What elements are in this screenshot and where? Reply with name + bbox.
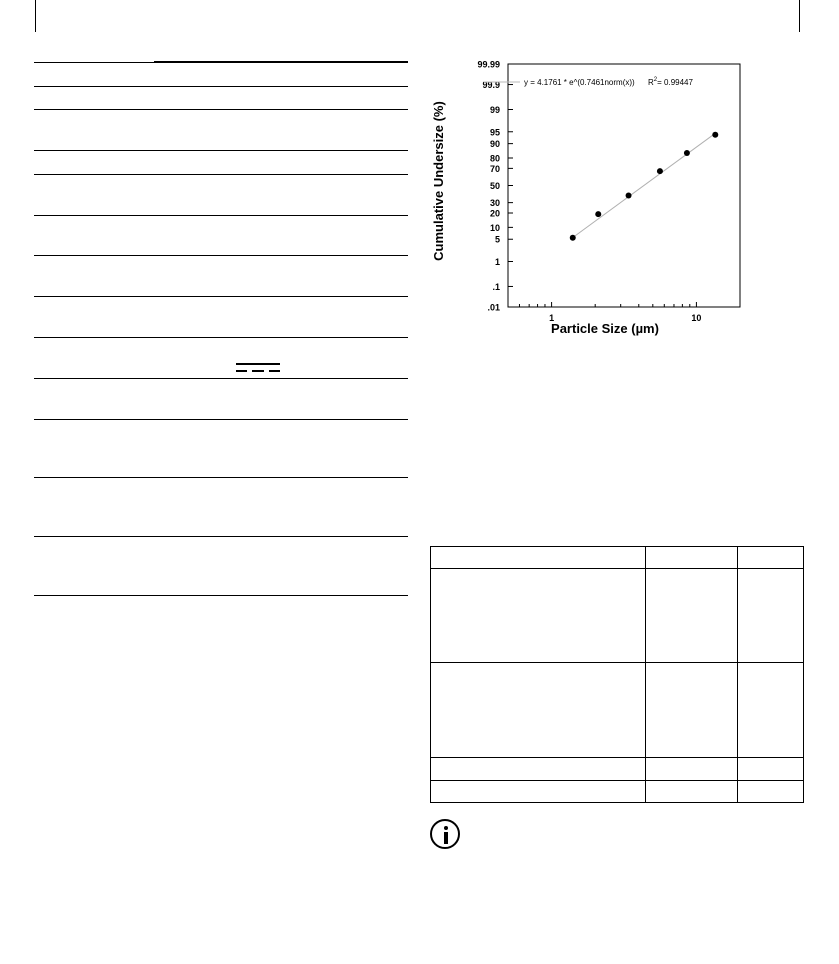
table-rule [34, 595, 408, 596]
fit-line [570, 133, 715, 239]
y-tick-label: .1 [492, 281, 500, 292]
particle-size-chart [426, 52, 756, 342]
legend-r2-label: R [648, 78, 654, 87]
y-tick-label: 30 [489, 198, 500, 209]
y-tick-label: 10 [489, 222, 500, 233]
legend [484, 77, 693, 87]
legend-equation: y = 4.1761 * e^(0.7461norm(x)) [524, 78, 635, 87]
y-tick-label: 70 [489, 163, 500, 174]
data-point [595, 211, 601, 217]
table-rule [34, 174, 408, 175]
data-point [626, 192, 632, 198]
info-icon [430, 819, 460, 849]
info-icon-stem [444, 832, 448, 844]
crop-mark-left [35, 0, 36, 32]
table-border-right [803, 546, 804, 803]
table-rule [34, 378, 408, 379]
data-point [657, 168, 663, 174]
y-tick-label: 5 [494, 234, 500, 245]
info-icon-dot [444, 826, 448, 830]
table-border-bottom [430, 802, 804, 803]
y-axis-label: Cumulative Undersize (%) [431, 101, 446, 261]
table-row-rule [430, 757, 804, 758]
table-border-left [430, 546, 431, 803]
table-rule [34, 86, 408, 87]
table-rule [34, 150, 408, 151]
data-table [430, 546, 804, 803]
table-rule [34, 215, 408, 216]
y-tick-label: 80 [489, 153, 500, 164]
data-point [712, 132, 718, 138]
crop-mark-right [799, 0, 800, 32]
y-tick-label: 99.99 [477, 59, 500, 70]
plot-frame [508, 64, 740, 307]
data-point [684, 150, 690, 156]
table-rule [34, 255, 408, 256]
table-col-rule [737, 546, 738, 803]
x-axis-label: Particle Size (µm) [551, 321, 659, 336]
y-tick-label: 90 [489, 139, 500, 150]
table-row-rule [430, 662, 804, 663]
table-rule [34, 536, 408, 537]
x-tick-label: 10 [691, 313, 702, 323]
table-rule [34, 109, 408, 110]
y-tick-label: 20 [489, 208, 500, 219]
table-rule [34, 419, 408, 420]
y-tick-label: 99 [489, 104, 500, 115]
chart-svg [426, 52, 756, 342]
x-tick-label: 1 [549, 313, 555, 323]
data-point [570, 235, 576, 241]
table-col-rule [645, 546, 646, 803]
table-rule [34, 477, 408, 478]
table-rule [34, 296, 408, 297]
y-tick-label: 95 [489, 127, 500, 138]
legend-r-squared [648, 77, 693, 87]
y-tick-label: 1 [494, 257, 500, 268]
y-tick-label: 50 [489, 181, 500, 191]
table-rule-top-left [34, 62, 154, 63]
legend-r2-value: = 0.99447 [657, 78, 693, 87]
legend-r2-sup: 2 [653, 77, 658, 83]
table-header-rule [430, 568, 804, 569]
dc-symbol-icon [235, 362, 281, 374]
y-tick-label: 99.9 [482, 80, 500, 91]
table-border-top [430, 546, 804, 547]
table-rule-top-right [154, 61, 408, 63]
y-tick-label: .01 [487, 302, 500, 313]
table-rule [34, 337, 408, 338]
table-row-rule [430, 780, 804, 781]
